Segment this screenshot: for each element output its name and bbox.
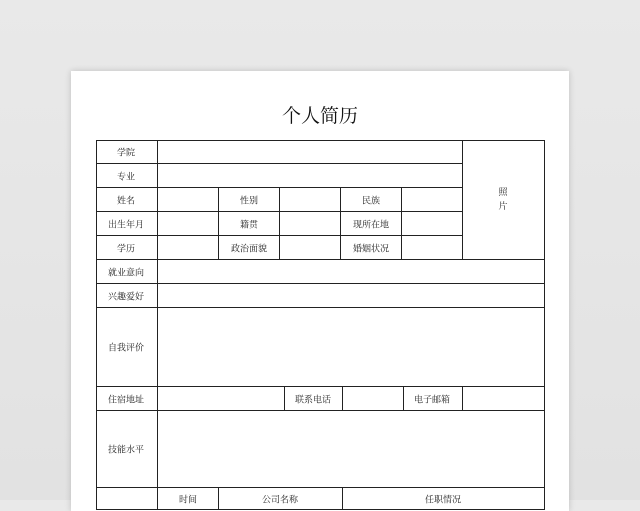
label-ethnicity: 民族: [361, 196, 381, 207]
row-line: [96, 307, 545, 308]
photo-placeholder: [498, 186, 507, 214]
label-birth-date: 出生年月: [107, 220, 145, 231]
label-political-status: 政治面貌: [230, 244, 268, 255]
col-line: [462, 386, 463, 410]
col-line: [342, 386, 343, 410]
label-name: 姓名: [116, 196, 136, 207]
col-line: [284, 386, 285, 410]
label-job-intention: 就业意向: [107, 268, 145, 279]
table-outer-border: [96, 140, 545, 510]
row-line: [96, 386, 545, 387]
label-phone: 联系电话: [294, 395, 332, 406]
label-self-evaluation: 自我评价: [107, 343, 145, 354]
photo-label-line2: 片: [498, 202, 508, 212]
label-company: 公司名称: [261, 495, 299, 506]
resume-page: [71, 71, 569, 511]
row-line: [96, 283, 545, 284]
photo-label-line1: 照: [498, 188, 508, 198]
label-marital-status: 婚姻状况: [352, 244, 390, 255]
row-line: [96, 163, 462, 164]
label-native-place: 籍贯: [239, 220, 259, 231]
row-line: [96, 487, 545, 488]
col-line: [218, 187, 219, 259]
col-line: [218, 487, 219, 510]
label-hobbies: 兴趣爱好: [107, 292, 145, 303]
row-line: [96, 259, 545, 260]
label-email: 电子邮箱: [413, 395, 451, 406]
label-address: 住宿地址: [107, 395, 145, 406]
label-college: 学院: [116, 148, 136, 159]
label-current-location: 现所在地: [352, 220, 390, 231]
label-major: 专业: [116, 172, 136, 183]
row-line: [96, 410, 545, 411]
col-line: [401, 187, 402, 259]
label-position: 任职情况: [424, 495, 462, 506]
label-skills: 技能水平: [107, 445, 145, 456]
resume-title: 个人简历: [281, 105, 358, 127]
col-line: [342, 487, 343, 510]
col-line: [157, 140, 158, 510]
col-line: [403, 386, 404, 410]
col-line: [462, 140, 463, 259]
col-line: [340, 187, 341, 259]
label-time: 时间: [178, 495, 198, 506]
label-education: 学历: [116, 244, 136, 255]
col-line: [279, 187, 280, 259]
label-gender: 性别: [239, 196, 259, 207]
